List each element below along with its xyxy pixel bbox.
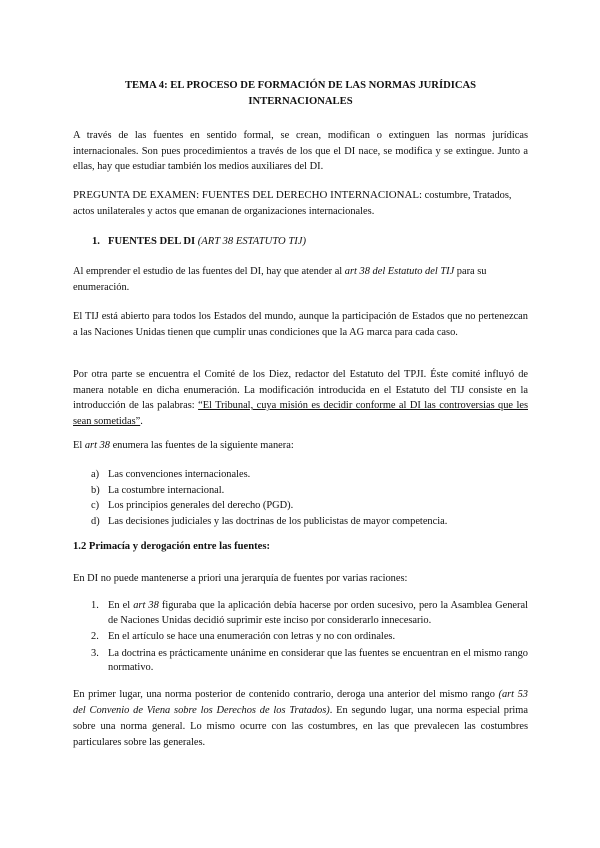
emprender-text-b: para su enumeración. [73,266,487,293]
comite-paragraph [73,367,528,429]
jerarquia-paragraph: En DI no puede mantenerse a priori una jerarquía de fuentes por varias raciones: [73,573,408,584]
art38-text-a: El [73,440,85,451]
intro-paragraph: A través de las fuentes en sentido formal, se crean, modifican o extinguen las normas jurídicas internacionales. Son pues procedimientos a través de los que el DI nace, se modifica y se extingue. Junto a ellas, hay que estudiar también los medios auxiliares del DI. [73,130,528,172]
exam-question-paragraph [73,188,528,219]
reason-item [91,599,528,628]
sources-list [91,467,528,529]
section-1-reference: (ART 38 ESTATUTO TIJ) [197,236,306,247]
emprender-paragraph [73,264,528,295]
reason-marker: 3. [91,647,99,659]
section-1-title: FUENTES DEL DI [108,236,198,247]
document-title [73,78,528,110]
comite-quote: “El Tribunal, cuya misión es decidir conforme al DI las controversias que les sean sometidas” [73,400,529,427]
art38-paragraph [73,438,528,454]
emprender-text-a: Al emprender el estudio de las fuentes del DI, hay que atender al [73,266,345,277]
source-item [91,514,528,530]
art38-text-b: enumera las fuentes de la siguiente manera: [109,440,294,451]
reason-marker: 1. [91,600,99,611]
emprender-reference: art 38 del Estatuto del TIJ [344,266,455,277]
reason-text-a: La doctrina es prácticamente unánime en considerar que las fuentes se encuentran en el mismo rango normativo. [108,647,528,673]
title-line-2: INTERNACIONALES [248,96,353,107]
final-text-a: En primer lugar, una norma posterior de contenido contrario, deroga una anterior del mismo rango [73,689,499,700]
source-item [91,483,528,499]
reason-text-b: figuraba que la aplicación debía hacerse por orden sucesivo, pero la Asamblea General de Naciones Unidas decidió suprimir este inciso por considerarlo innecesario. [108,600,528,626]
title-line-1: TEMA 4: EL PROCESO DE FORMACIÓN DE LAS NORMAS JURÍDICAS [124,80,477,91]
reason-text-a: En el [108,600,134,611]
source-text: Las decisiones judiciales y las doctrinas de los publicistas de mayor competencia. [108,515,448,527]
section-1-2-heading: 1.2 Primacía y derogación entre las fuentes: [73,541,271,552]
source-marker: a) [91,469,100,480]
source-item [91,467,528,483]
comite-text-a: Por otra parte se encuentra el Comité de los Diez, redactor del Estatuto del TPJI. Éste comité influyó de manera notable en dicha enumeración. La modificación introducida en el Estatuto del TIJ consiste en la introducción de las palabras: [73,369,528,411]
final-reference: (art 53 del Convenio de Viena sobre los Derechos de los Tratados) [73,689,529,716]
source-text: Las convenciones internacionales. [108,469,251,480]
exam-question-rest: costumbre, Tratados, actos unilaterales y actos que emanan de organizaciones internacionales. [73,190,512,217]
tij-paragraph: El TIJ está abierto para todos los Estados del mundo, aunque la participación de Estados que no pertenezcan a las Naciones Unidas tienen que cumplir unas condiciones que la AG marca para cada caso. [73,311,528,338]
reason-marker: 2. [91,631,99,642]
reason-item [91,647,528,676]
source-text: Los principios generales del derecho (PGD). [108,500,294,511]
comite-text-b: . [140,415,143,427]
section-1-heading [92,236,306,247]
reasons-list [91,599,528,676]
source-marker: d) [91,515,100,527]
final-text-b: . En segundo lugar, una norma especial prima sobre una norma general. Lo mismo ocurre con las costumbres, en las que prevalecen las costumbres particulares sobre las generales. [73,705,529,748]
section-1-number: 1. [92,236,100,247]
reason-item [91,630,528,645]
exam-question-lead: PREGUNTA DE EXAMEN: FUENTES DEL DERECHO INTERNACIONAL: [73,189,423,201]
source-item [91,498,528,514]
art38-reference: art 38 [84,440,110,451]
reason-text-a: En el artículo se hace una enumeración con letras y no con ordinales. [108,631,396,642]
final-paragraph [73,687,528,751]
reason-reference: art 38 [133,600,159,611]
source-marker: c) [91,500,100,511]
source-marker: b) [91,484,100,496]
source-text: La costumbre internacional. [108,484,225,496]
